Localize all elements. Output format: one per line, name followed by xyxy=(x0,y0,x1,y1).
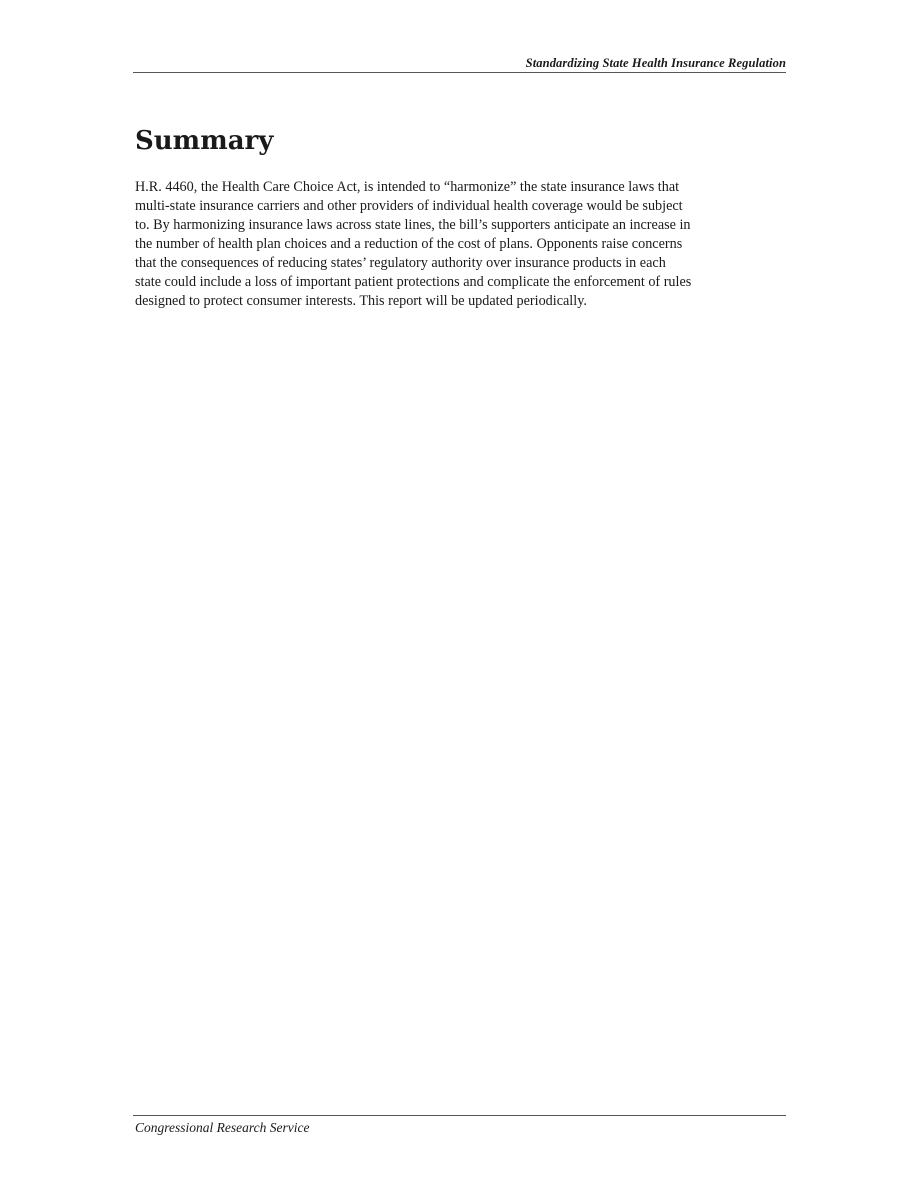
running-header-title: Standardizing State Health Insurance Regulation xyxy=(525,56,786,70)
summary-line-3: to. By harmonizing insurance laws across state lines, the bill’s supporters anticipate an increase in xyxy=(135,217,691,233)
summary-paragraph xyxy=(135,178,795,311)
summary-line-7: designed to protect consumer interests. This report will be updated periodically. xyxy=(135,293,587,309)
summary-line-6: state could include a loss of important patient protections and complicate the enforcement of rules xyxy=(135,274,692,290)
footer-divider xyxy=(133,1115,786,1116)
header-divider xyxy=(133,72,786,73)
summary-line-5: that the consequences of reducing states’ regulatory authority over insurance products in each xyxy=(135,255,666,271)
summary-line-1: H.R. 4460, the Health Care Choice Act, is intended to “harmonize” the state insurance laws that xyxy=(135,179,680,195)
section-heading: Summary xyxy=(135,126,274,156)
summary-line-2: multi-state insurance carriers and other providers of individual health coverage would be subject xyxy=(135,198,683,214)
footer-organization: Congressional Research Service xyxy=(135,1120,310,1135)
summary-line-4: the number of health plan choices and a reduction of the cost of plans. Opponents raise concerns xyxy=(135,236,683,252)
